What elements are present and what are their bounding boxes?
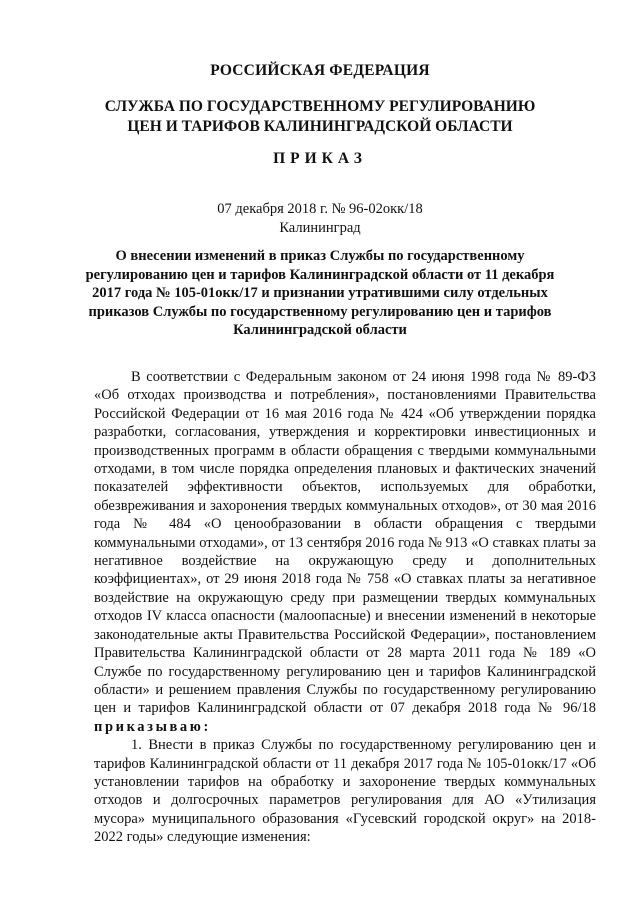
decree-word: приказываю: [94, 718, 211, 735]
agency-heading-line2: ЦЕН И ТАРИФОВ КАЛИНИНГРАДСКОЙ ОБЛАСТИ [127, 118, 513, 135]
order-subject: О внесении изменений в приказ Службы по государственному регулированию цен и тарифов Калининградской области от 11 декабря 2017 года № 105-01окк/17 и признании утратившими силу отдельных приказов Службы по государственному регулированию цен и тарифов Калининградской области [85, 248, 555, 339]
country-heading: РОССИЙСКАЯ ФЕДЕРАЦИЯ [210, 62, 430, 79]
order-meta [0, 200, 640, 238]
order-title: ПРИКАЗ [273, 150, 367, 167]
agency-heading-line1: СЛУЖБА ПО ГОСУДАРСТВЕННОМУ РЕГУЛИРОВАНИЮ [104, 98, 536, 115]
preamble-text: В соответствии с Федеральным законом от 24 июня 1998 года № 89-ФЗ «Об отходах производства и потребления», постановлениями Правительства Российской Федерации от 16 мая 2016 года № 424 «Об утверждении порядка разработки, согласования, утверждения и корректировки инвестиционных и производственных программ в области обращения с твердыми коммунальными отходами, в том числе порядка определения плановых и фактических значений показателей эффективности объектов, используемых для обработки, обезвреживания и захоронения твердых коммунальных отходов», от 30 мая 2016 года № 484 «О ценообразовании в области обращения с твердыми коммунальными отходами», от 13 сентября 2016 года № 913 «О ставках платы за негативное воздействие на окружающую среду и дополнительных коэффициентах», от 29 июня 2018 года № 758 «О ставках платы за негативное воздействие на окружающую среду при размещении твердых коммунальных отходов IV класса опасности (малоопасные) и внесении изменений в некоторые законодательные акты Правительства Российской Федерации», постановлением Правительства Калининградской области от 28 марта 2011 года № 189 «О Службе по государственному регулированию цен и тарифов Калининградской области» и решением правления Службы по государственному регулированию цен и тарифов Калининградской области от 07 декабря 2018 года № 96/18 [94, 369, 596, 717]
order-date-number: 07 декабря 2018 г. № 96-02окк/18 [217, 201, 423, 217]
item-1-paragraph: 1. Внести в приказ Службы по государственному регулированию цен и тарифов Калининградской области от 11 декабря 2017 года № 105-01окк/17 «Об установлении тарифов на обработку и захоронение твердых коммунальных отходов и долгосрочных параметров регулирования для АО «Утилизация мусора» муниципального образования «Гусевский городской округ» на 2018-2022 годы» следующие изменения: [94, 737, 596, 846]
agency-heading [60, 97, 580, 137]
preamble-paragraph [94, 368, 596, 736]
order-body [94, 368, 596, 847]
order-city: Калининград [279, 220, 361, 236]
